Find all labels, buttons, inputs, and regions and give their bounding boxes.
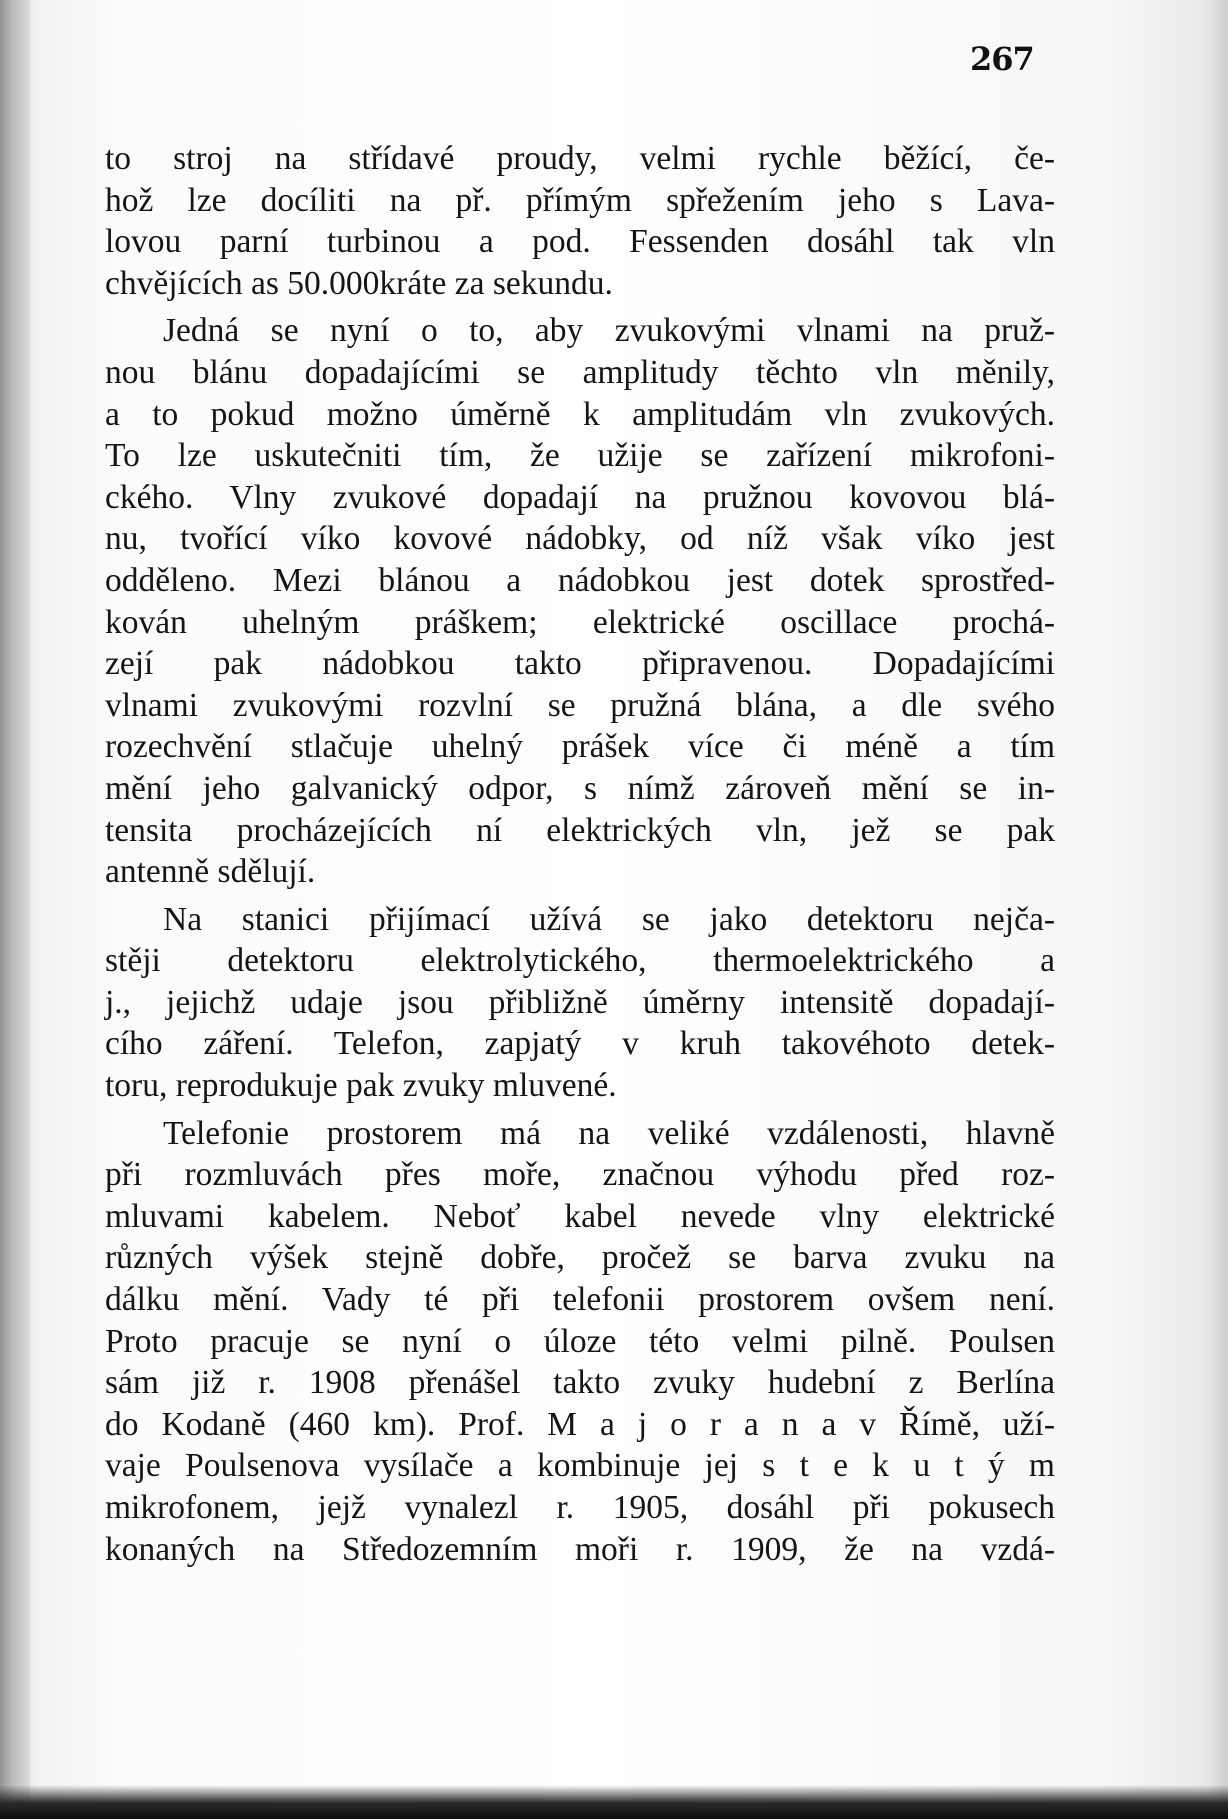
text-line: rozechvění stlačuje uhelný prášek více či méně a tím xyxy=(105,728,1055,766)
text-line: mluvami kabelem. Neboť kabel nevede vlny elektrické xyxy=(105,1197,1055,1235)
text-line: stěji detektoru elektrolytického, thermoelektrického a xyxy=(105,942,1055,980)
text-line: hož lze docíliti na př. přímým spřežením jeho s Lava- xyxy=(105,181,1055,219)
text-line: cího záření. Telefon, zapjatý v kruh takovéhoto detek- xyxy=(105,1025,1055,1063)
text-line: do Kodaně (460 km). Prof. M a j o r a n a v Římě, uží- xyxy=(105,1405,1055,1443)
text-line: mění jeho galvanický odpor, s nímž zároveň mění se in- xyxy=(105,769,1055,807)
text-line: nu, tvořící víko kovové nádobky, od níž však víko jest xyxy=(105,520,1055,558)
text-line: tensita procházejících ní elektrických vln, jež se pak xyxy=(105,811,1055,849)
body-text xyxy=(105,138,1055,1576)
text-line: Proto pracuje se nyní o úloze této velmi pilně. Poulsen xyxy=(105,1322,1055,1360)
text-line: zejí pak nádobkou takto připravenou. Dopadajícími xyxy=(105,645,1055,683)
text-line: Na stanici přijímací užívá se jako detektoru nejča- xyxy=(163,900,1055,938)
text-line: to stroj na střídavé proudy, velmi rychle běžící, če- xyxy=(105,140,1055,177)
text-line: konaných na Středozemním moři r. 1909, že na vzdá- xyxy=(105,1530,1055,1568)
text-line: při rozmluvách přes moře, značnou výhodu před roz- xyxy=(105,1156,1055,1194)
text-line: Jedná se nyní o to, aby zvukovými vlnami na pruž- xyxy=(163,312,1055,350)
text-line: j., jejichž udaje jsou přibližně úměrny intensitě dopadají- xyxy=(105,983,1055,1021)
text-line: nou blánu dopadajícími se amplitudy těchto vln měnily, xyxy=(105,353,1055,391)
paragraph-1 xyxy=(105,138,1055,304)
text-line: vaje Poulsenova vysílače a kombinuje jej s t e k u t ý m xyxy=(105,1447,1055,1485)
paragraph-4 xyxy=(105,1113,1055,1571)
paragraph-3 xyxy=(105,899,1055,1107)
text-line: dálku mění. Vady té při telefonii prostorem ovšem není. xyxy=(105,1281,1055,1319)
page-number: 267 xyxy=(970,40,1034,78)
page-bottom-shadow xyxy=(0,1785,1228,1819)
page-binding-shadow xyxy=(0,0,30,1819)
text-line: toru, reprodukuje pak zvuky mluvené. xyxy=(105,1067,617,1105)
text-line: mikrofonem, jejž vynalezl r. 1905, dosáhl při pokusech xyxy=(105,1489,1055,1526)
text-line: antenně sdělují. xyxy=(105,853,316,891)
text-line: a to pokud možno úměrně k amplitudám vln zvukových. xyxy=(105,395,1055,433)
text-line: chvějících as 50.000kráte za sekundu. xyxy=(105,264,613,302)
text-line: různých výšek stejně dobře, pročež se barva zvuku na xyxy=(105,1239,1055,1277)
text-line: odděleno. Mezi blánou a nádobkou jest dotek sprostřed- xyxy=(105,561,1055,599)
paragraph-2 xyxy=(105,310,1055,892)
text-line: kován uhelným práškem; elektrické oscillace prochá- xyxy=(105,603,1055,641)
text-line: ckého. Vlny zvukové dopadají na pružnou kovovou blá- xyxy=(105,478,1055,516)
text-line: vlnami zvukovými rozvlní se pružná blána, a dle svého xyxy=(105,686,1055,724)
text-line: sám již r. 1908 přenášel takto zvuky hudební z Berlína xyxy=(105,1364,1055,1402)
text-line: lovou parní turbinou a pod. Fessenden dosáhl tak vln xyxy=(105,223,1055,261)
text-line: Telefonie prostorem má na veliké vzdálenosti, hlavně xyxy=(163,1114,1055,1152)
text-line: To lze uskutečniti tím, že užije se zařízení mikrofoni- xyxy=(105,437,1055,475)
page-right-edge xyxy=(1206,0,1228,1819)
